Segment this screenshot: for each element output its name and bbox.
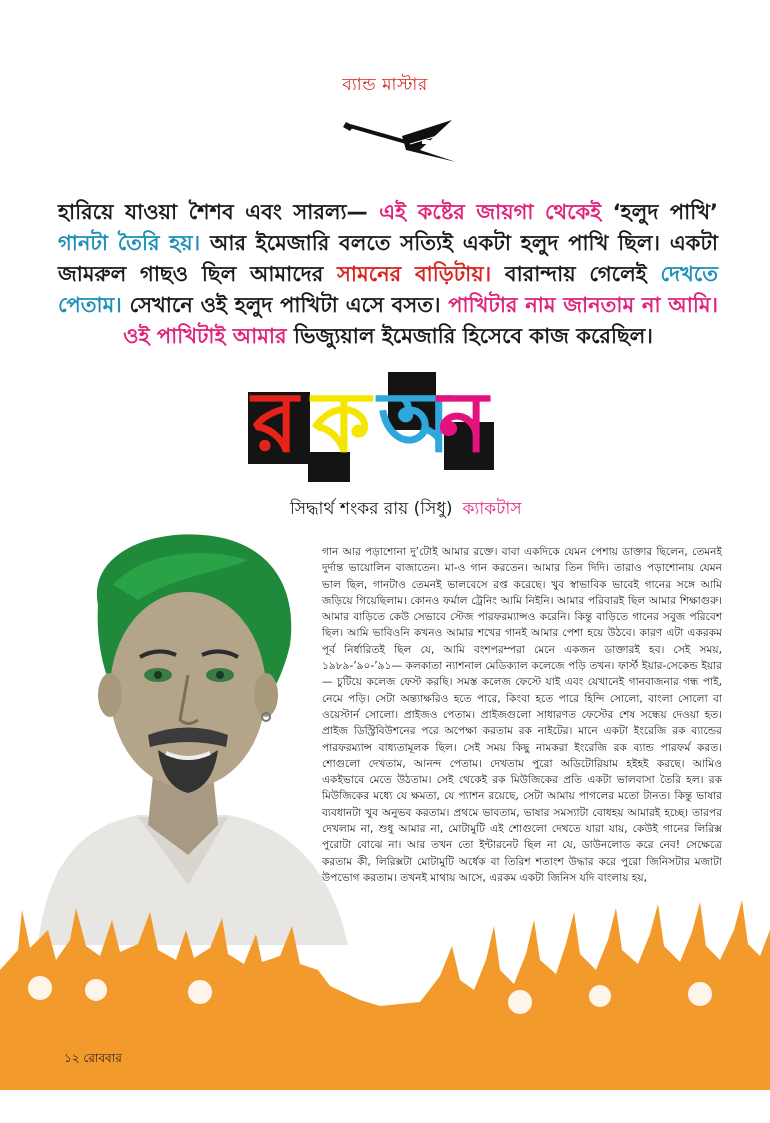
title-letter-ro: র	[252, 373, 299, 471]
article-body: গান আর পড়াশোনা দু’টোই আমার রক্তে। বাবা একদিকে যেমন পেশায় ডাক্তার ছিলেন, তেমনই দুর্দান্ত ভায়োলিন বাজাতেন। মা-ও গান করতেন। আমার তিন দিদি। তারাও পড়াশোনায় যেমন ভাল ছিল, গানটাও তেমনই ভালবেসে রপ্ত করেছে। খুব স্বাভাবিক ভাবেই গানের সঙ্গে আমি জড়িয়ে গিয়েছিলাম। কোনও ফর্মাল ট্রেনিং আমি নিইনি। আমার পরিবারই ছিল আমার শিক্ষাগুরু। আমার বাড়িতে কেউ সেভাবে স্টেজ পারফরম্যান্সও করেনি। কিন্তু বাড়িতে গানের সবুজ পরিবেশ ছিল। আমি ভাবিওনি কখনও আমার শখের গানই আমার পেশা হয়ে উঠবে। কারণ এটা একরকম পূর্ব নির্ধারিতই ছিল যে, আমি বংশপরম্পরা মেনে একজন ডাক্তারই হব। সেই সময়, ১৯৮৯-’৯০-’৯১— কলকাতা ন্যাশনাল মেডিক্যাল কলেজে পড়ি তখন। ফার্স্ট ইয়ার-সেকেন্ড ইয়ার— চুটিয়ে কলেজ ফেস্ট করছি। সমস্ত কলেজ ফেস্টে যাই এবং যেখানেই গানবাজনার গন্ধ পাই, নেমে পড়ি। সেটা অন্ত্যাক্ষরিও হতে পারে, কিংবা হতে পারে হিন্দি সোলো, বাংলা সোলো বা ওয়েস্টার্ন সোলো। প্রাইজও পেতাম। প্রাইজগুলো সাধারণত ফেস্টের শেষ সন্ধেয় দেওয়া হত। প্রাইজ ডিস্ট্রিবিউশনের পরে অপেক্ষা করতাম রক নাইটের। মানে একটা ইংরেজি রক ব্যান্ডের পারফরম্যান্স বাধ্যতামূলক ছিল। সেই সময় কিছু নামকরা ইংরেজি রক ব্যান্ড পারফর্ম করত। শোগুলো দেখতাম, আনন্দ পেতাম। দেখতাম পুরো অডিটোরিয়াম হইহই করছে। আমিও একইভাবে মেতে উঠতাম। সেই থেকেই রক মিউজিকের প্রতি একটা ভালবাসা তৈরি হল। রক মিউজিকের মধ্যে যে ক্ষমতা, যে প্যাশন রয়েছে, সেটা আমায় পাগলের মতো টানত। কিন্তু ভাষার ব্যবধানটা খুব অনুভব করতাম। প্রথমে ভাবতাম, ভাষার সমস্যাটা বোধহয় আমারই হচ্ছে। তারপর দেখলাম না, শুধু আমার না, মোটামুটি এই শোগুলো দেখতে যারা যায়, কেউই গানের লিরিক্স পুরোটা বোঝে না। আর তখন তো ইন্টারনেট ছিল না যে, ডাউনলোড করে নেব! সেক্ষেত্রে করতাম কী, লিরিক্সটা মোটামুটি অর্ধেক বা তিরিশ শতাংশ উদ্ধার করে পুরো জিনিসটার মজাটা উপভোগ করতাম। তখনই মাথায় আসে, এরকম একটা জিনিস যদি বাংলায় হয়,	[322, 546, 722, 884]
section-label: ব্যান্ড মাস্টার	[342, 75, 428, 95]
title-letter-no: ন	[438, 373, 489, 471]
title-letter-ko: ক	[312, 373, 371, 471]
quote-segment: আর ইমেজারি বলতে সত্যিই একটা হলুদ পাখি ছিল। একটা জামরুল গাছও ছিল আমাদের	[58, 231, 718, 286]
pull-quote	[58, 197, 718, 352]
quote-segment: ভিজ্যুয়াল ইমেজারি হিসেবে কাজ করেছিল।	[293, 324, 653, 348]
article-title	[248, 372, 498, 482]
guitar-icon	[340, 100, 460, 170]
quote-segment: ‘হলুদ পাখি’	[612, 200, 718, 224]
band-name: ক্যাকটাস	[462, 499, 522, 519]
quote-segment: সেখানে ওই হলুদ পাখিটা এসে বসত।	[129, 293, 449, 317]
quote-segment: গানটা তৈরি হয়।	[58, 231, 210, 255]
quote-segment: পাখিটার নাম জানতাম না আমি। ওই পাখিটাই আমার	[123, 293, 718, 348]
quote-segment: এই কষ্টের জায়গা থেকেই	[379, 200, 613, 224]
title-letter-o: অ	[378, 373, 451, 471]
quote-segment: সামনের বাড়িটায়।	[337, 262, 505, 286]
page-folio: ১২ রোববার	[64, 1051, 122, 1065]
quote-segment: বারান্দায় গেলেই	[504, 262, 661, 286]
quote-segment: দেখতে পেতাম।	[58, 262, 718, 317]
quote-segment: হারিয়ে যাওয়া শৈশব এবং সারল্য—	[58, 200, 380, 224]
author-name: সিদ্ধার্থ শংকর রায় (সিধু)	[290, 499, 453, 519]
portrait-photo	[28, 525, 348, 945]
byline	[290, 496, 730, 524]
